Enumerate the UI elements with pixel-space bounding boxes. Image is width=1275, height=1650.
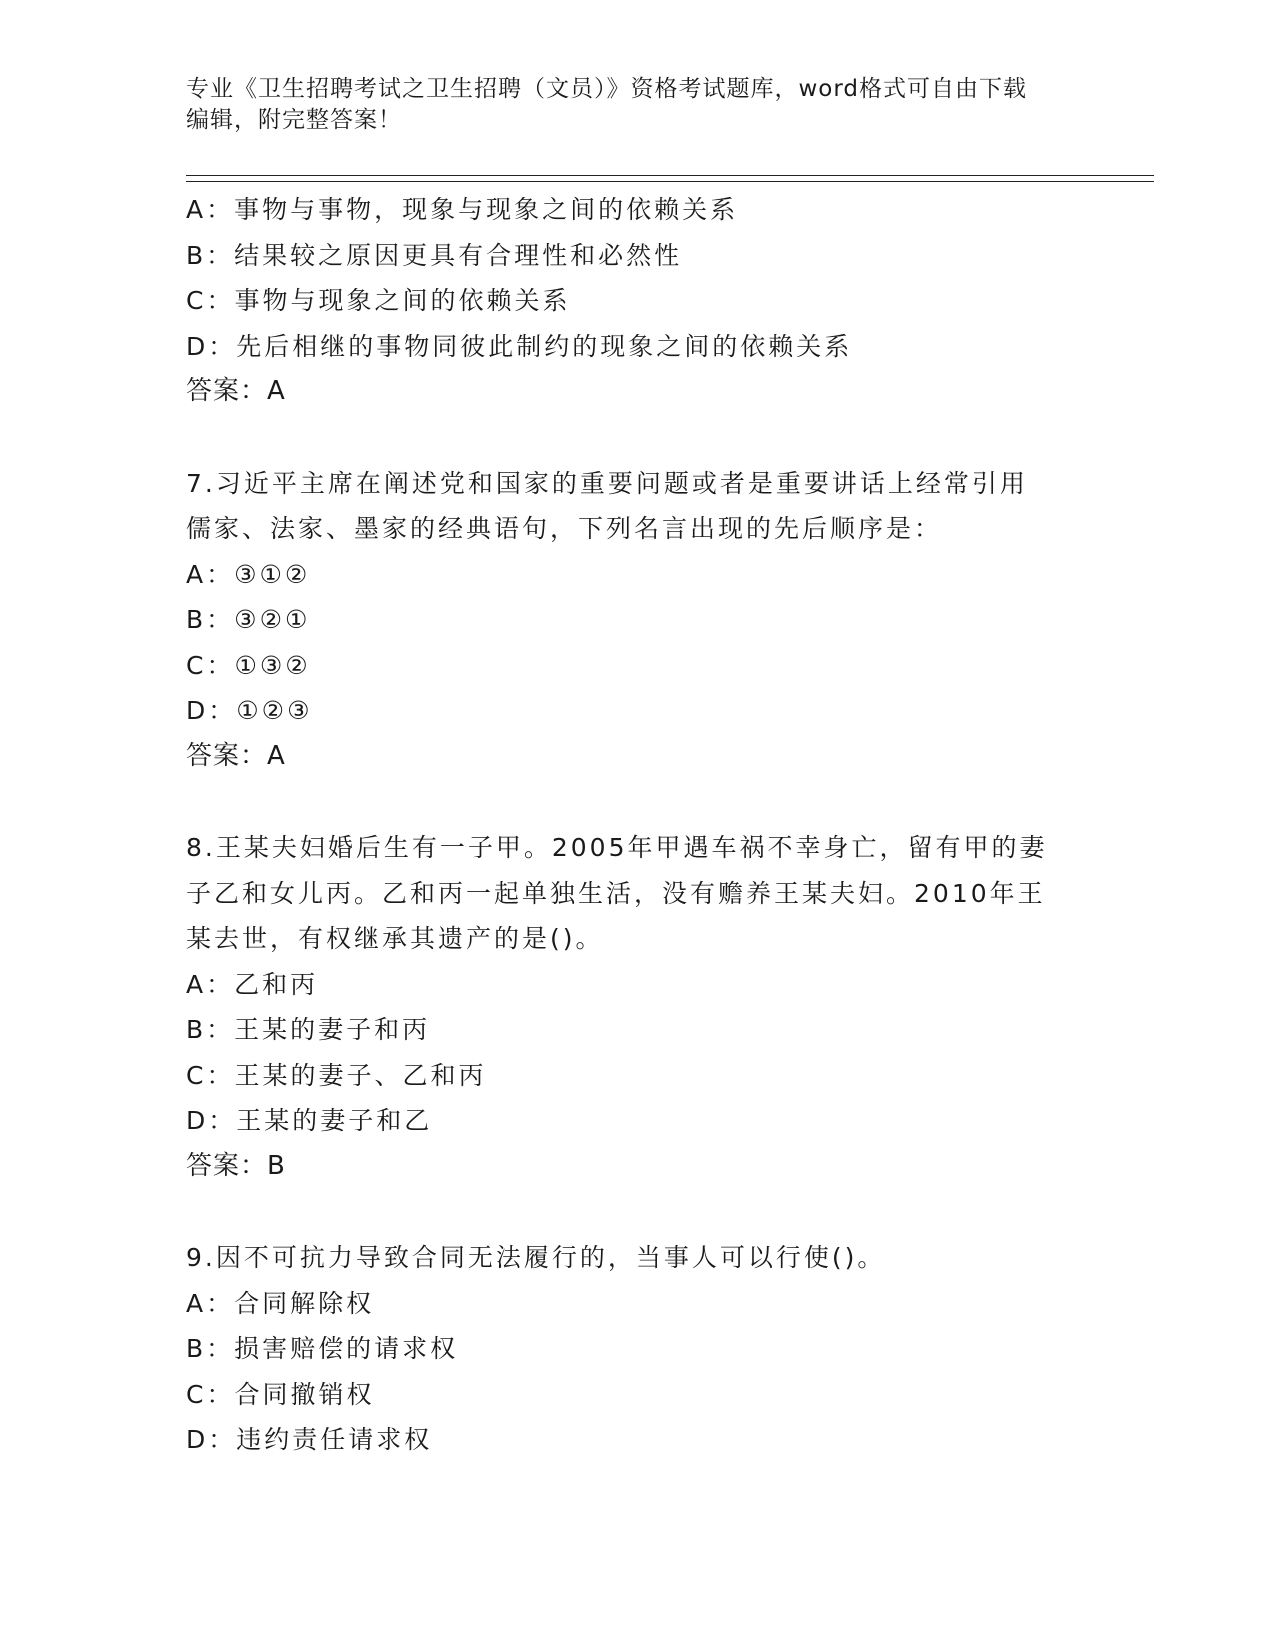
spacer xyxy=(186,415,1086,461)
q8-stem-line-3: 某去世，有权继承其遗产的是()。 xyxy=(186,924,604,953)
q9-option-a: A：合同解除权 xyxy=(186,1288,375,1318)
q6-option-a: A：事物与事物，现象与现象之间的依赖关系 xyxy=(186,195,739,224)
q7-stem-line-1: 7.习近平主席在阐述党和国家的重要问题或者是重要讲话上经常引用 xyxy=(186,468,1028,498)
spacer xyxy=(186,1189,1086,1235)
q6-option-d: D：先后相继的事物同彼此制约的现象之间的依赖关系 xyxy=(186,331,853,361)
q7-stem-line-2: 儒家、法家、墨家的经典语句，下列名言出现的先后顺序是： xyxy=(186,514,943,543)
q9-stem-line-1: 9.因不可抗力导致合同无法履行的，当事人可以行使()。 xyxy=(186,1243,886,1272)
question-7 xyxy=(186,461,1086,780)
header-line-1: 专业《卫生招聘考试之卫生招聘（文员）》资格考试题库，word格式可自由下载 xyxy=(186,76,1028,102)
question-6 xyxy=(186,187,1086,415)
document-header xyxy=(186,74,1066,136)
header-line-2: 编辑，附完整答案！ xyxy=(186,107,402,133)
q8-option-c: C：王某的妻子、乙和丙 xyxy=(186,1060,487,1090)
header-rule-top xyxy=(186,175,1154,176)
q8-option-a: A：乙和丙 xyxy=(186,969,319,999)
q8-stem-line-2: 子乙和女儿丙。乙和丙一起单独生活，没有赡养王某夫妇。2010年王 xyxy=(186,878,1046,908)
question-8 xyxy=(186,825,1086,1189)
q7-answer: 答案：A xyxy=(186,740,286,771)
q7-option-d: D：①②③ xyxy=(186,696,313,725)
q9-option-c: C：合同撤销权 xyxy=(186,1379,375,1409)
q8-option-b: B：王某的妻子和丙 xyxy=(186,1015,431,1044)
q9-option-b: B：损害赔偿的请求权 xyxy=(186,1334,459,1363)
q7-option-a: A：③①② xyxy=(186,559,311,589)
q6-answer: 答案：A xyxy=(186,376,286,406)
q8-stem-line-1: 8.王某夫妇婚后生有一子甲。2005年甲遇车祸不幸身亡，留有甲的妻 xyxy=(186,833,1048,862)
q9-option-d: D：违约责任请求权 xyxy=(186,1425,433,1454)
q8-option-d: D：王某的妻子和乙 xyxy=(186,1106,433,1135)
q8-answer: 答案：B xyxy=(186,1150,286,1181)
header-rule-bottom xyxy=(186,181,1154,182)
spacer xyxy=(186,779,1086,825)
question-list xyxy=(186,187,1086,1463)
question-9 xyxy=(186,1235,1086,1463)
q6-option-b: B：结果较之原因更具有合理性和必然性 xyxy=(186,240,683,270)
q6-option-c: C：事物与现象之间的依赖关系 xyxy=(186,286,571,315)
q7-option-b: B：③②① xyxy=(186,605,311,634)
q7-option-c: C：①③② xyxy=(186,650,311,680)
